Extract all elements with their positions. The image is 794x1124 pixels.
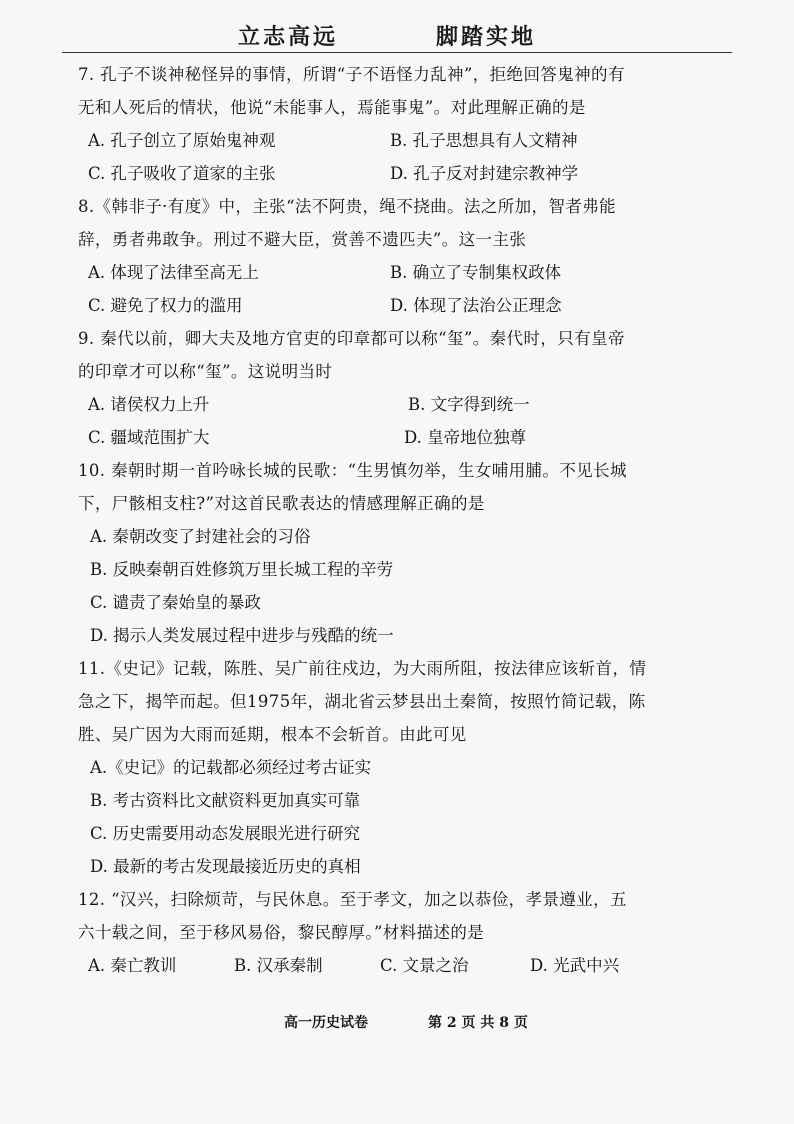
question-stem-line: 12. “汉兴，扫除烦苛，与民休息。至于孝文，加之以恭俭，孝景遵业，五 [78, 890, 627, 909]
option-c[interactable]: C. 孔子吸收了道家的主张 [88, 164, 276, 183]
option-c[interactable]: C. 历史需要用动态发展眼光进行研究 [90, 824, 361, 843]
question-11 [78, 652, 738, 883]
option-list [78, 751, 738, 883]
header-slogan-left: 立志高远 [238, 24, 339, 50]
question-12 [78, 883, 738, 982]
question-stem-line: 10. 秦朝时期一首吟咏长城的民歌：“生男慎勿举，生女哺用脯。不见长城 [78, 461, 627, 480]
option-row [78, 124, 738, 157]
option-row [78, 256, 738, 289]
option-d[interactable]: D. 最新的考古发现最接近历史的真相 [90, 857, 361, 876]
question-9 [78, 322, 738, 454]
question-8 [78, 190, 738, 322]
question-stem-line: 胜、吴广因为大雨而延期，根本不会斩首。由此可见 [78, 725, 467, 744]
option-d[interactable]: D. 体现了法治公正理念 [390, 296, 562, 315]
question-stem-line: 急之下，揭竿而起。但1975年，湖北省云梦县出土秦简，按照竹简记载，陈 [78, 692, 646, 711]
option-row [78, 388, 738, 421]
option-a[interactable]: A.《史记》的记载都必须经过考古证实 [90, 758, 372, 777]
question-stem-line: 11.《史记》记载，陈胜、吴广前往戍边，为大雨所阻，按法律应该斩首，情 [78, 659, 647, 678]
option-d[interactable]: D. 孔子反对封建宗教神学 [390, 164, 579, 183]
option-c[interactable]: C. 疆域范围扩大 [88, 428, 210, 447]
exam-title: 高一历史试卷 [284, 1015, 368, 1031]
option-list [78, 520, 738, 652]
option-row [78, 157, 738, 190]
option-d[interactable]: D. 揭示人类发展过程中进步与残酷的统一 [90, 626, 394, 645]
option-b[interactable]: B. 汉承秦制 [234, 956, 323, 975]
option-b[interactable]: B. 考古资料比文献资料更加真实可靠 [90, 791, 361, 810]
option-a[interactable]: A. 孔子创立了原始鬼神观 [88, 131, 276, 150]
question-stem-line: 8.《韩非子·有度》中，主张“法不阿贵，绳不挠曲。法之所加，智者弗能 [78, 197, 617, 216]
option-c[interactable]: C. 谴责了秦始皇的暴政 [90, 593, 262, 612]
option-row [78, 949, 738, 982]
question-stem-line: 7. 孔子不谈神秘怪异的事情，所谓“子不语怪力乱神”，拒绝回答鬼神的有 [78, 65, 625, 84]
option-row [78, 421, 738, 454]
option-c[interactable]: C. 避免了权力的滥用 [88, 296, 243, 315]
header-divider [62, 52, 732, 53]
question-10 [78, 454, 738, 652]
option-a[interactable]: A. 诸侯权力上升 [88, 395, 210, 414]
question-stem-line: 六十载之间，至于移风易俗，黎民醇厚。”材料描述的是 [78, 923, 485, 942]
option-a[interactable]: A. 秦朝改变了封建社会的习俗 [90, 527, 311, 546]
question-stem-line: 的印章才可以称“玺”。这说明当时 [78, 362, 333, 381]
question-list [78, 58, 738, 982]
option-b[interactable]: B. 文字得到统一 [408, 395, 530, 414]
page-number: 第 2 页 共 8 页 [428, 1015, 528, 1031]
option-b[interactable]: B. 反映秦朝百姓修筑万里长城工程的辛劳 [90, 560, 394, 579]
option-row [78, 289, 738, 322]
option-d[interactable]: D. 皇帝地位独尊 [404, 428, 527, 447]
option-a[interactable]: A. 秦亡教训 [88, 956, 177, 975]
option-d[interactable]: D. 光武中兴 [530, 956, 620, 975]
question-stem-line: 下，尸骸相支柱?”对这首民歌表达的情感理解正确的是 [78, 494, 485, 513]
page-header [0, 18, 794, 52]
option-b[interactable]: B. 确立了专制集权政体 [390, 263, 562, 282]
question-stem-line: 9. 秦代以前，卿大夫及地方官吏的印章都可以称“玺”。秦代时，只有皇帝 [78, 329, 625, 348]
option-c[interactable]: C. 文景之治 [380, 956, 469, 975]
question-7 [78, 58, 738, 190]
option-b[interactable]: B. 孔子思想具有人文精神 [390, 131, 578, 150]
question-stem-line: 无和人死后的情状，他说“未能事人，焉能事鬼”。对此理解正确的是 [78, 98, 586, 117]
header-slogan-right: 脚踏实地 [436, 24, 537, 50]
page-footer [0, 1012, 794, 1036]
question-stem-line: 辞，勇者弗敢争。刑过不避大臣，赏善不遗匹夫”。这一主张 [78, 230, 527, 249]
option-a[interactable]: A. 体现了法律至高无上 [88, 263, 259, 282]
